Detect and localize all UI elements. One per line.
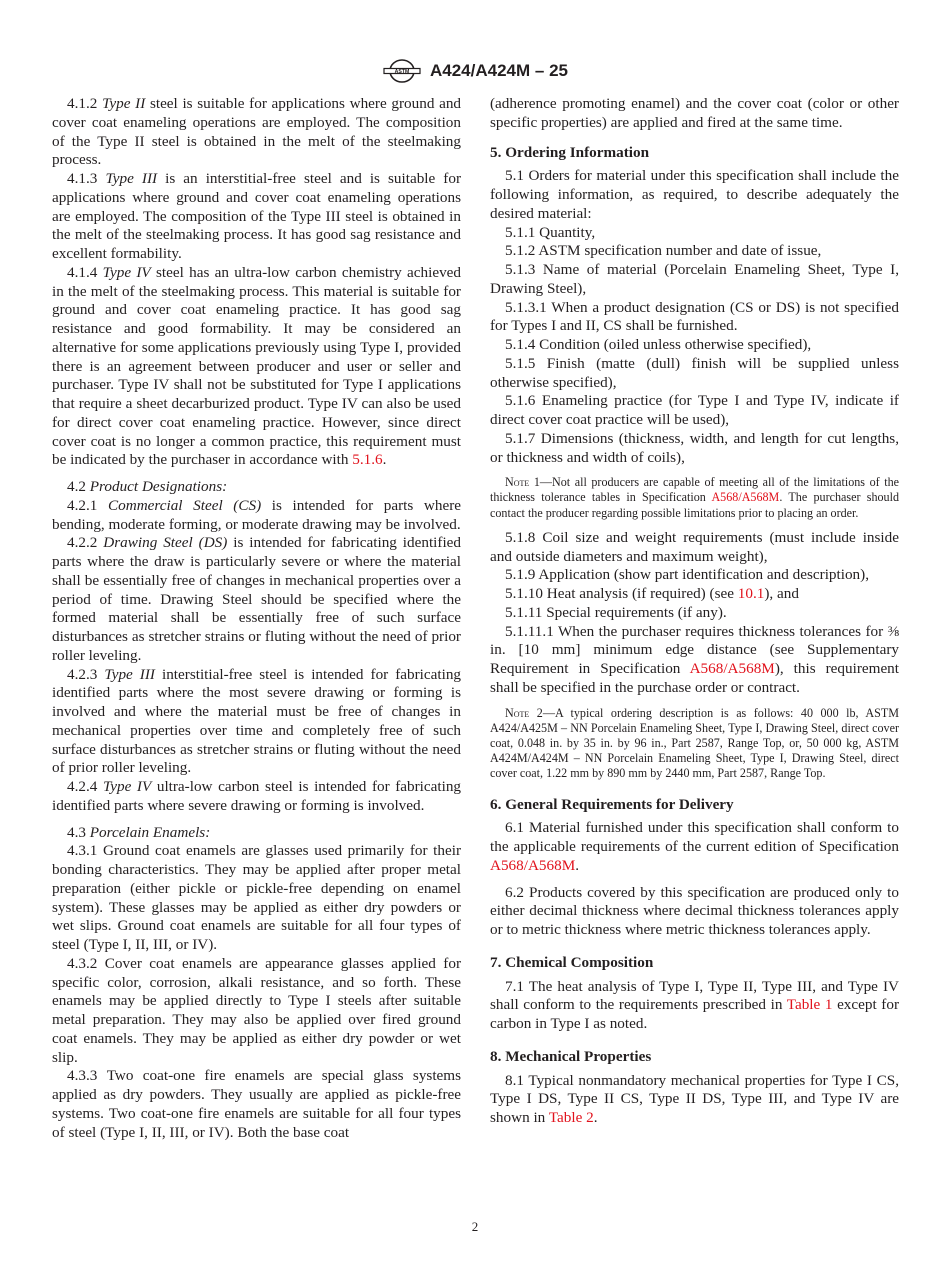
- section-5-1: 5.1 Orders for material under this specification shall include the following information, as required, to describe adequately the desired material:: [490, 167, 899, 222]
- ref-5-1-6[interactable]: 5.1.6: [352, 451, 383, 469]
- section-6-1: 6.1 Material furnished under this specification shall conform to the applicable requirements of the current edition of Specification A568/A568M.: [490, 819, 899, 874]
- ref-a568[interactable]: A568/A568M: [711, 490, 780, 505]
- ref-a568[interactable]: A568/A568M: [689, 660, 775, 678]
- right-column: [490, 95, 899, 1128]
- heading-mechanical-properties: 8. Mechanical Properties: [490, 1047, 652, 1065]
- section-4-3-3: 4.3.3 Two coat-one fire enamels are special glass systems applied as dry powders. They usually are applied as pickle-free systems. Two coat-one fire enamels are suitable for all four types of steel (Type I, II, III, or IV). Both the base coat: [52, 1067, 462, 1141]
- section-5-1-3-1: 5.1.3.1 When a product designation (CS or DS) is not specified for Types I and II, CS shall be furnished.: [490, 298, 899, 335]
- section-4-1-3: 4.1.3 Type III is an interstitial-free steel and is suitable for applications where ground and cover coat enameling operations are employed. The composition of the Type III steel is obtained in the melt of the steelmaking process. It has good sag resistance and excellent formability.: [52, 170, 462, 262]
- section-5-1-5: 5.1.5 Finish (matte (dull) finish will be supplied unless otherwise specified),: [490, 354, 899, 391]
- section-7-1: 7.1 The heat analysis of Type I, Type II, Type III, and Type IV shall conform to the requirements prescribed in Table 1 except for carbon in Type I as noted.: [490, 977, 899, 1033]
- section-5-1-7: 5.1.7 Dimensions (thickness, width, and length for cut lengths, or thickness and width of coils),: [490, 429, 899, 466]
- section-4-1-2: 4.1.2 Type II steel is suitable for applications where ground and cover coat enameling operations are employed. The composition of the Type II steel is obtained in the melt of the steelmaking process.: [52, 95, 462, 169]
- heading-general-requirements: 6. General Requirements for Delivery: [490, 795, 734, 813]
- ref-table-2[interactable]: Table 2: [548, 1109, 594, 1127]
- logo-text: ASTM: [394, 68, 410, 75]
- note-1: Note 1—Not all producers are capable of meeting all of the limitations of the thickness tolerance tables in Specification A568/A568M. The purchaser should contact the producer regarding possible limitations prior to placing an order.: [490, 475, 900, 520]
- standard-designation: A424/A424M – 25: [430, 61, 568, 80]
- section-4-2-3: 4.2.3 Type III interstitial-free steel is intended for fabricating identified parts where the most severe drawing or forming is involved and where the material must be free of changes in mechanical properties over time and completely free of such surface disturbances as stretcher strains or fluting without the need of prior roller leveling.: [52, 665, 462, 777]
- section-4-2-1: 4.2.1 Commercial Steel (CS) is intended for parts where bending, moderate forming, or moderate drawing may be involved.: [52, 496, 462, 533]
- page-header: [0, 58, 950, 84]
- section-5-1-2: 5.1.2 ASTM specification number and date of issue,: [505, 242, 822, 260]
- section-4-1-4: 4.1.4 Type IV steel has an ultra-low carbon chemistry achieved in the melt of the steelmaking process. This material is suitable for ground and cover coat enameling practice. It has good sag resistance and good formability. It may be considered an alternative for some applications previously using Type I, provided there is an agreement between producer and user or seller and purchaser. Type IV shall not be substituted for Type I applications that require a sheet decarburized product. Type IV can also be used for direct cover coat enameling practice. However, since direct cover coat is no longer a common practice, this requirement must be indicated by the purchaser in accordance with 5.1.6.: [52, 263, 462, 469]
- section-6-2: 6.2 Products covered by this specification are produced only to either decimal thickness where decimal thickness tolerances apply or to metric thickness where metric thickness tolerances apply.: [490, 883, 899, 939]
- section-4-2-2: 4.2.2 Drawing Steel (DS) is intended for fabricating identified parts where the draw is particularly severe or where the material shall be essentially free of changes in mechanical properties over a period of time. Drawing Steel should be specified where the formed material shall be essentially free of such surface disturbances as stretcher strains or fluting without the need of prior roller leveling.: [52, 534, 462, 664]
- left-column: [52, 95, 461, 1142]
- section-8-1: 8.1 Typical nonmandatory mechanical properties for Type I CS, Type I DS, Type II CS, Type II DS, Type III, and Type IV are shown in Table 2.: [490, 1071, 899, 1127]
- section-4-3-1: 4.3.1 Ground coat enamels are glasses used primarily for their bonding characteristics. They may be applied after proper metal preparation (either pickle or pickle-free depending on enamel system). These glasses may be applied as either dry powders or wet slips. Ground coat enamels are suitable for all four types of steel (Type I, II, III, or IV).: [52, 842, 462, 953]
- section-5-1-11-1: 5.1.11.1 When the purchaser requires thickness tolerances for ⅜ in. [10 mm] minimum edge distance (see Supplementary Requirement in Specification A568/A568M), this requirement shall be specified in the purchase order or contract.: [490, 622, 899, 696]
- note-2: Note 2—A typical ordering description is as follows: 40 000 lb, ASTM A424/A425M – NN Porcelain Enameling Sheet, Type I, Drawing Steel, direct cover coat, 0.048 in. by 35 in. by 96 in., Part 2587, Range Top, or, 50 000 kg, ASTM A424M/A424M – NN Porcelain Enameling Sheet, Type I, Drawing Steel, direct cover coat, 1.22 mm by 890 mm by 2440 mm, Part 2587, Range Top.: [490, 705, 900, 781]
- section-4-2-4: 4.2.4 Type IV ultra-low carbon steel is intended for fabricating identified parts where severe drawing or forming is involved.: [52, 778, 462, 814]
- ref-a568[interactable]: A568/A568M: [490, 856, 576, 874]
- heading-chemical-composition: 7. Chemical Composition: [490, 953, 654, 971]
- section-5-1-3: 5.1.3 Name of material (Porcelain Enameling Sheet, Type I, Drawing Steel),: [490, 261, 899, 297]
- section-4-2: 4.2 Product Designations:: [67, 478, 228, 495]
- section-4-3: 4.3 Porcelain Enamels:: [67, 823, 211, 841]
- ref-10-1[interactable]: 10.1: [737, 585, 765, 603]
- section-5-1-11: 5.1.11 Special requirements (if any).: [505, 603, 727, 621]
- section-5-1-1: 5.1.1 Quantity,: [505, 223, 596, 241]
- page-number: 2: [471, 1219, 479, 1234]
- section-5-1-9: 5.1.9 Application (show part identification and description),: [505, 566, 869, 584]
- section-5-1-8: 5.1.8 Coil size and weight requirements (must include inside and outside diameters and maximum weight),: [490, 528, 899, 565]
- astm-logo-icon: [382, 59, 422, 83]
- ref-table-1[interactable]: Table 1: [786, 996, 833, 1014]
- section-5-1-10: 5.1.10 Heat analysis (if required) (see 10.1), and: [505, 585, 799, 603]
- section-5-1-6: 5.1.6 Enameling practice (for Type I and Type IV, indicate if direct cover coat practice will be used),: [490, 392, 899, 428]
- continued-paragraph: (adherence promoting enamel) and the cover coat (color or other specific properties) are applied and fired at the same time.: [490, 95, 899, 131]
- heading-ordering-information: 5. Ordering Information: [490, 143, 650, 161]
- section-4-3-2: 4.3.2 Cover coat enamels are appearance glasses applied for specific color, corrosion, alkali resistance, and so forth. These enamels may be applied directly to Type I steels after suitable metal preparation. They may also be applied over fired ground coat enamels. They may be applied as either dry powder or wet slip.: [52, 954, 462, 1066]
- section-5-1-4: 5.1.4 Condition (oiled unless otherwise specified),: [505, 336, 812, 353]
